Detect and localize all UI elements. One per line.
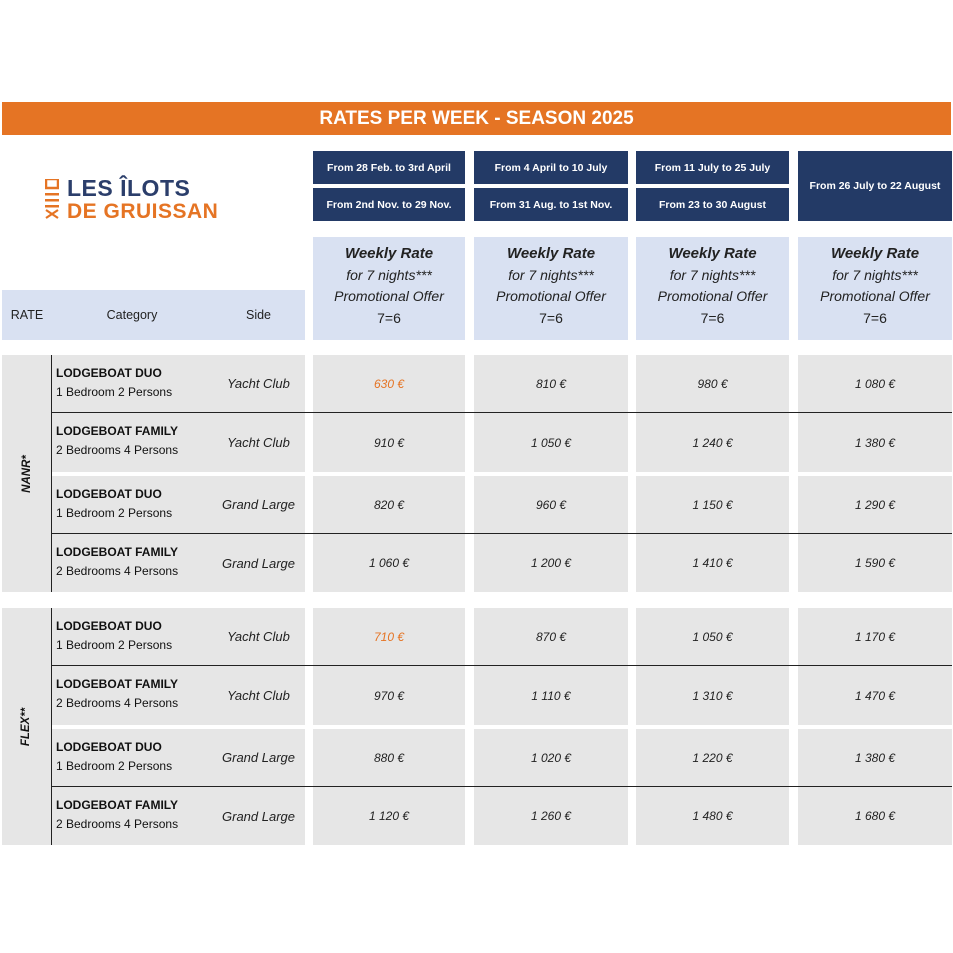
price-cell: 1 260 € — [474, 787, 628, 845]
group-nanr-label-cell — [2, 355, 51, 592]
category-name: LODGEBOAT DUO — [56, 740, 162, 754]
rate-header-nights: for 7 nights*** — [669, 266, 756, 283]
price-cell: 1 380 € — [798, 413, 952, 472]
price-cell: 910 € — [313, 413, 465, 472]
category-detail: 1 Bedroom 2 Persons — [56, 384, 173, 399]
side-cell: Yacht Club — [227, 688, 290, 703]
logo — [45, 176, 235, 224]
rate-header-2 — [474, 237, 628, 340]
table-row — [52, 355, 305, 412]
price-cell: 1 150 € — [636, 476, 789, 533]
price-cell: 1 310 € — [636, 666, 789, 725]
category-detail: 1 Bedroom 2 Persons — [56, 637, 173, 652]
category-detail: 2 Bedrooms 4 Persons — [56, 442, 179, 457]
table-row — [52, 666, 305, 725]
rate-header-nights: for 7 nights*** — [508, 266, 594, 283]
rate-header-3 — [636, 237, 789, 340]
column-header-side: Side — [212, 290, 305, 340]
price-cell: 710 € — [313, 608, 465, 665]
price-cell: 1 240 € — [636, 413, 789, 472]
price-cell: 1 050 € — [474, 413, 628, 472]
category-name: LODGEBOAT DUO — [56, 619, 162, 633]
category-detail: 1 Bedroom 2 Persons — [56, 758, 173, 773]
rate-header-title: Weekly Rate — [830, 245, 920, 262]
price-cell: 1 590 € — [798, 534, 952, 592]
category-name: LODGEBOAT FAMILY — [56, 424, 179, 438]
period-1-bottom: From 2nd Nov. to 29 Nov. — [313, 188, 465, 221]
side-cell: Yacht Club — [227, 376, 290, 391]
price-cell: 970 € — [313, 666, 465, 725]
price-cell: 1 020 € — [474, 729, 628, 786]
rate-header-title: Weekly Rate — [506, 245, 596, 262]
period-4: From 26 July to 22 August — [798, 151, 952, 221]
page-title: RATES PER WEEK - SEASON 2025 — [2, 102, 951, 135]
rate-header-1 — [313, 237, 465, 340]
table-row — [52, 413, 305, 472]
price-cell: 1 120 € — [313, 787, 465, 845]
price-cell: 1 480 € — [636, 787, 789, 845]
period-1-top: From 28 Feb. to 3rd April — [313, 151, 465, 184]
rate-header-title: Weekly Rate — [344, 245, 434, 262]
price-cell: 1 080 € — [798, 355, 952, 412]
table-row — [52, 476, 305, 533]
rate-header-nights: for 7 nights*** — [346, 266, 432, 283]
category-detail: 2 Bedrooms 4 Persons — [56, 563, 179, 578]
table-row — [52, 787, 305, 845]
category-cell — [52, 666, 216, 734]
price-cell: 880 € — [313, 729, 465, 786]
group-label: FLEX** — [20, 707, 33, 746]
table-row — [52, 729, 305, 786]
category-name: LODGEBOAT DUO — [56, 487, 162, 501]
rate-header-formula: 7=6 — [539, 309, 563, 326]
price-cell: 1 680 € — [798, 787, 952, 845]
price-cell: 1 170 € — [798, 608, 952, 665]
price-cell: 1 050 € — [636, 608, 789, 665]
rate-header-offer: Promotional Offer — [657, 288, 768, 304]
price-cell: 1 470 € — [798, 666, 952, 725]
price-cell: 810 € — [474, 355, 628, 412]
price-cell: 1 380 € — [798, 729, 952, 786]
rate-header-title: Weekly Rate — [668, 245, 757, 262]
price-cell: 1 060 € — [313, 534, 465, 592]
group-flex-label-cell — [2, 608, 51, 845]
logo-line2: DE GRUISSAN — [67, 200, 219, 223]
logo-line1: LES ÎLOTS — [67, 175, 191, 201]
price-cell: 960 € — [474, 476, 628, 533]
price-cell: 820 € — [313, 476, 465, 533]
table-row — [52, 608, 305, 665]
category-cell — [52, 534, 216, 601]
category-detail: 2 Bedrooms 4 Persons — [56, 816, 179, 831]
price-cell: 980 € — [636, 355, 789, 412]
category-name: LODGEBOAT FAMILY — [56, 798, 179, 812]
category-cell — [52, 787, 216, 854]
side-cell: Grand Large — [222, 555, 295, 571]
price-cell: 1 220 € — [636, 729, 789, 786]
price-cell: 1 410 € — [636, 534, 789, 592]
table-row — [52, 534, 305, 592]
rate-header-formula: 7=6 — [377, 309, 401, 326]
side-cell: Grand Large — [222, 808, 295, 824]
period-2-top: From 4 April to 10 July — [474, 151, 628, 184]
side-cell: Yacht Club — [227, 629, 290, 644]
rate-header-formula: 7=6 — [863, 309, 887, 326]
side-cell: Grand Large — [222, 497, 295, 512]
column-header-rate: RATE — [2, 290, 52, 340]
group-label: NANR* — [20, 454, 33, 493]
rate-header-4 — [798, 237, 952, 340]
category-name: LODGEBOAT DUO — [56, 366, 162, 380]
category-detail: 1 Bedroom 2 Persons — [56, 505, 173, 520]
rate-header-offer: Promotional Offer — [496, 288, 606, 304]
rate-header-formula: 7=6 — [700, 309, 725, 326]
category-name: LODGEBOAT FAMILY — [56, 677, 179, 691]
price-cell: 630 € — [313, 355, 465, 412]
rate-header-nights: for 7 nights*** — [832, 266, 918, 283]
price-cell: 1 110 € — [474, 666, 628, 725]
period-3-top: From 11 July to 25 July — [636, 151, 789, 184]
period-3-bottom: From 23 to 30 August — [636, 188, 789, 221]
price-cell: 870 € — [474, 608, 628, 665]
logo-mark-icon — [45, 179, 59, 219]
side-cell: Grand Large — [222, 750, 295, 765]
rate-header-offer: Promotional Offer — [334, 288, 444, 304]
side-cell: Yacht Club — [227, 435, 290, 450]
column-header-category: Category — [52, 290, 212, 340]
price-cell: 1 290 € — [798, 476, 952, 533]
category-name: LODGEBOAT FAMILY — [56, 545, 179, 559]
category-cell — [52, 413, 216, 481]
price-cell: 1 200 € — [474, 534, 628, 592]
period-2-bottom: From 31 Aug. to 1st Nov. — [474, 188, 628, 221]
category-detail: 2 Bedrooms 4 Persons — [56, 695, 179, 710]
rate-header-offer: Promotional Offer — [820, 288, 930, 304]
